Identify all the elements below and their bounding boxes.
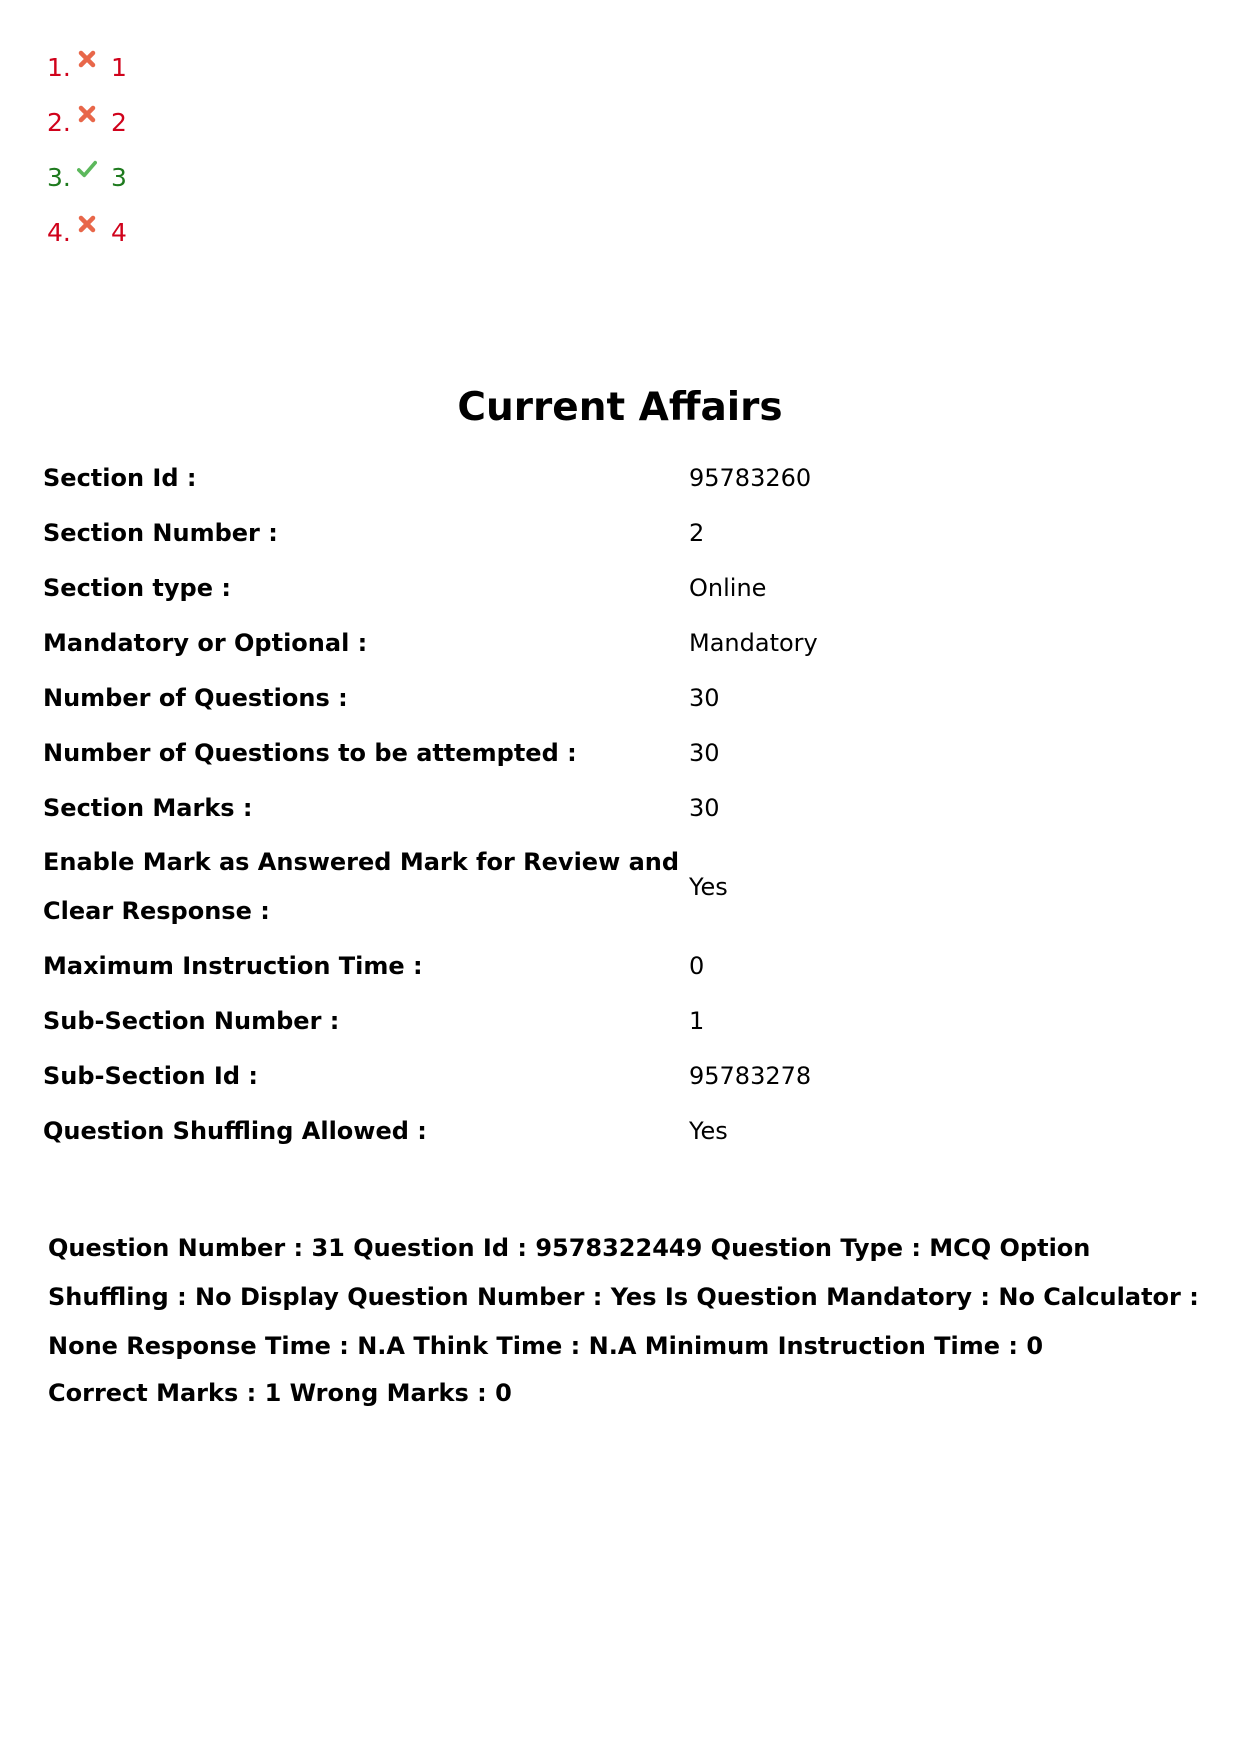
info-value: Mandatory <box>689 628 818 657</box>
check-icon <box>77 156 105 184</box>
info-value: Online <box>689 573 767 602</box>
info-row <box>43 938 1193 993</box>
info-label: Section type : <box>43 573 231 602</box>
section-info-table <box>43 450 1193 1158</box>
answer-options <box>47 40 127 260</box>
info-label: Number of Questions to be attempted : <box>43 738 577 767</box>
info-label: Section Id : <box>43 463 197 492</box>
info-value: 95783278 <box>689 1061 812 1090</box>
option-3 <box>47 150 127 205</box>
info-value: 1 <box>689 1006 705 1035</box>
info-row <box>43 725 1193 780</box>
cross-icon <box>77 101 105 129</box>
info-row <box>43 835 1193 938</box>
option-number: 2. <box>47 108 71 137</box>
info-row <box>43 780 1193 835</box>
info-value: 95783260 <box>689 463 812 492</box>
info-label: Question Shuffling Allowed : <box>43 1116 427 1145</box>
info-label: Sub-Section Number : <box>43 1006 340 1035</box>
info-value: 2 <box>689 518 705 547</box>
option-4 <box>47 205 127 260</box>
option-number: 1. <box>47 53 71 82</box>
info-row <box>43 1103 1193 1158</box>
info-label: Sub-Section Id : <box>43 1061 258 1090</box>
info-value: 30 <box>689 683 720 712</box>
info-row <box>43 505 1193 560</box>
option-text: 4 <box>111 218 127 247</box>
info-row <box>43 993 1193 1048</box>
cross-icon <box>77 46 105 74</box>
info-row <box>43 450 1193 505</box>
question-marks: Correct Marks : 1 Wrong Marks : 0 <box>48 1379 512 1407</box>
info-label: Enable Mark as Answered Mark for Review and Clear Response : <box>43 847 680 925</box>
option-number: 3. <box>47 163 71 192</box>
section-title: Current Affairs <box>457 385 783 430</box>
info-row <box>43 670 1193 725</box>
info-value: 30 <box>689 793 720 822</box>
info-value: 30 <box>689 738 720 767</box>
info-row <box>43 560 1193 615</box>
option-1 <box>47 40 127 95</box>
info-row <box>43 615 1193 670</box>
info-label: Maximum Instruction Time : <box>43 951 423 980</box>
option-text: 3 <box>111 163 127 192</box>
info-value: Yes <box>689 1116 728 1145</box>
info-row <box>43 1048 1193 1103</box>
option-text: 1 <box>111 53 127 82</box>
option-text: 2 <box>111 108 127 137</box>
info-label: Mandatory or Optional : <box>43 628 368 657</box>
info-label: Section Number : <box>43 518 278 547</box>
option-2 <box>47 95 127 150</box>
option-number: 4. <box>47 218 71 247</box>
info-label: Section Marks : <box>43 793 253 822</box>
info-label: Number of Questions : <box>43 683 348 712</box>
info-value: 0 <box>689 951 705 980</box>
cross-icon <box>77 211 105 239</box>
info-value: Yes <box>689 872 728 901</box>
question-metadata: Question Number : 31 Question Id : 9578322449 Question Type : MCQ Option Shuffling : No Display Question Number : Yes Is Question Mandatory : No Calculator : None Response Time : N.A Think Time : N.A Minimum Instruction Time : 0 <box>48 1234 1199 1360</box>
